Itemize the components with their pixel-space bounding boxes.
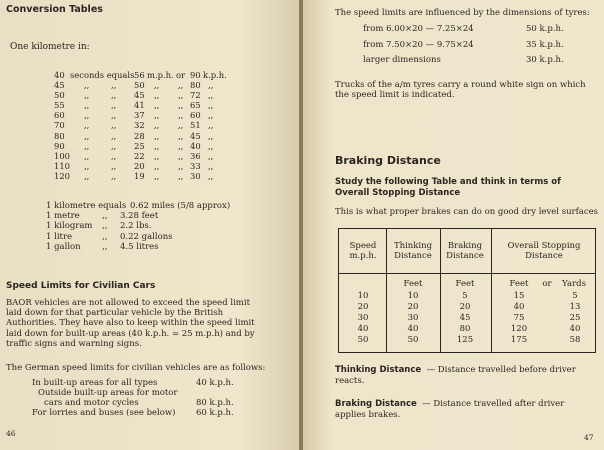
page-number-left: 46 bbox=[6, 429, 16, 438]
ditto-mark: ,, bbox=[154, 170, 160, 181]
tyres-intro: The speed limits are influenced by the dimensions of tyres: bbox=[335, 8, 590, 18]
overall-yards-cell: 13 bbox=[569, 302, 581, 312]
ditto-mark: ,, bbox=[208, 160, 214, 171]
speed-header-line2: m.p.h. bbox=[349, 251, 377, 261]
braking-cell: 20 bbox=[459, 302, 471, 312]
german-limit-label: In built-up areas for all types bbox=[32, 378, 158, 388]
ditto-mark: ,, bbox=[154, 90, 160, 101]
tyre-row bbox=[363, 40, 583, 56]
kilometre-intro: One kilometre in: bbox=[10, 42, 90, 52]
seconds-value: 90 bbox=[54, 140, 65, 151]
german-limits-list bbox=[32, 378, 242, 418]
thinking-distance-term: Thinking Distance bbox=[335, 365, 422, 375]
german-limit-label: For lorries and buses (see below) bbox=[32, 407, 176, 418]
speed-cell: 20 bbox=[357, 302, 369, 312]
kph-value: 80 bbox=[190, 80, 201, 91]
ditto-mark: ,, bbox=[84, 80, 90, 91]
german-limit-label: Outside built-up areas for motor bbox=[38, 387, 178, 398]
seconds-value: 60 bbox=[54, 110, 65, 121]
braking-distance-title: Braking Distance bbox=[335, 154, 441, 167]
seconds-value: 80 bbox=[54, 130, 65, 141]
study-line: Overall Stopping Distance bbox=[335, 188, 461, 198]
unit-value: 0.62 miles (5/8 approx) bbox=[130, 201, 231, 211]
braking-cell: 5 bbox=[462, 291, 468, 301]
ditto-mark: ,, bbox=[102, 211, 108, 222]
table-header-divider bbox=[339, 273, 595, 274]
ditto-mark: ,, bbox=[154, 130, 160, 141]
seconds-value: 50 bbox=[54, 90, 65, 101]
unit-name: 1 litre bbox=[46, 231, 73, 242]
baor-line: traffic signs and warning signs. bbox=[6, 338, 142, 349]
german-limit-label: cars and motor cycles bbox=[44, 397, 139, 408]
seconds-value: 100 bbox=[54, 150, 70, 161]
proper-brakes-note: This is what proper brakes can do on good dry level surfaces bbox=[335, 207, 598, 217]
ditto-mark: ,, bbox=[154, 110, 160, 121]
mph-value: 20 bbox=[134, 160, 145, 171]
braking-cell: 125 bbox=[456, 335, 474, 345]
study-heading bbox=[335, 177, 561, 199]
kph-value: 65 bbox=[190, 100, 201, 111]
unit-value: 0.22 gallons bbox=[120, 231, 173, 242]
overall-yards-unit: Yards bbox=[562, 279, 586, 289]
braking-distance-text2: applies brakes. bbox=[335, 409, 401, 420]
ditto-mark: ,, bbox=[208, 150, 214, 161]
ditto-mark: ,, bbox=[154, 120, 160, 131]
kph-value: 40 bbox=[190, 140, 201, 151]
mph-value: 56 bbox=[134, 70, 145, 80]
thinking-distance-text: — Distance travelled before driver bbox=[426, 365, 576, 375]
ditto-mark: ,, bbox=[84, 120, 90, 131]
ditto-mark: ,, bbox=[178, 170, 184, 181]
tyre-row bbox=[363, 55, 583, 71]
tyre-row bbox=[363, 24, 583, 40]
kph-value: 36 bbox=[190, 150, 201, 161]
kph-unit: k.p.h. bbox=[203, 70, 227, 80]
tyre-limits-list bbox=[363, 24, 583, 71]
german-limit-value: 40 k.p.h. bbox=[196, 378, 234, 388]
unit-value: 4.5 litres bbox=[120, 241, 159, 252]
thinking-header-line2: Distance bbox=[394, 251, 432, 261]
german-limit-value: 60 k.p.h. bbox=[196, 407, 234, 418]
baor-line: laid down for built-up areas (40 k.p.h. = 25 m.p.h) and by bbox=[6, 328, 255, 339]
mph-value: 28 bbox=[134, 130, 145, 141]
page-number-right: 47 bbox=[584, 433, 594, 442]
tyre-value: 50 k.p.h. bbox=[526, 24, 564, 34]
ditto-mark: ,, bbox=[111, 100, 117, 111]
kph-value: 60 bbox=[190, 110, 201, 121]
speed-limits-title: Speed Limits for Civilian Cars bbox=[6, 281, 156, 291]
seconds-equals-label: seconds equals bbox=[70, 70, 135, 80]
unit-name: 1 metre bbox=[46, 211, 80, 222]
overall-yards-cell: 5 bbox=[572, 291, 578, 301]
overall-feet-unit: Feet bbox=[509, 279, 529, 289]
kph-value: 90 bbox=[190, 70, 201, 80]
ditto-mark: ,, bbox=[178, 130, 184, 141]
ditto-mark: ,, bbox=[111, 120, 117, 131]
ditto-mark: ,, bbox=[102, 241, 108, 252]
mph-value: 25 bbox=[134, 140, 145, 151]
ditto-mark: ,, bbox=[84, 160, 90, 171]
mph-value: 50 bbox=[134, 80, 145, 91]
ditto-mark: ,, bbox=[84, 170, 90, 181]
speed-cell: 30 bbox=[357, 313, 369, 323]
ditto-mark: ,, bbox=[84, 130, 90, 141]
mph-value: 37 bbox=[134, 110, 145, 121]
ditto-mark: ,, bbox=[154, 100, 160, 111]
kph-value: 30 bbox=[190, 170, 201, 181]
braking-unit: Feet bbox=[455, 279, 475, 289]
study-line: Study the following Table and think in terms of bbox=[335, 177, 561, 187]
ditto-mark: ,, bbox=[84, 90, 90, 101]
seconds-value: 55 bbox=[54, 100, 65, 111]
mph-unit: m.p.h. bbox=[147, 70, 174, 80]
ditto-mark: ,, bbox=[102, 231, 108, 242]
braking-distance-table bbox=[338, 228, 596, 353]
unit-name: 1 gallon bbox=[46, 241, 81, 252]
overall-feet-cell: 120 bbox=[510, 324, 528, 334]
ditto-mark: ,, bbox=[111, 110, 117, 121]
braking-distance-term: Braking Distance bbox=[335, 399, 417, 409]
unit-value: 3.28 feet bbox=[120, 211, 159, 222]
ditto-mark: ,, bbox=[154, 150, 160, 161]
ditto-mark: ,, bbox=[84, 140, 90, 151]
trucks-paragraph bbox=[335, 80, 586, 100]
german-limit-row bbox=[32, 388, 242, 398]
mph-value: 45 bbox=[134, 90, 145, 101]
speed-cell: 10 bbox=[357, 291, 369, 301]
ditto-mark: ,, bbox=[208, 130, 214, 141]
ditto-mark: ,, bbox=[178, 160, 184, 171]
ditto-mark: ,, bbox=[111, 130, 117, 141]
ditto-mark: ,, bbox=[178, 150, 184, 161]
ditto-mark: ,, bbox=[208, 120, 214, 131]
speed-cell: 50 bbox=[357, 335, 369, 345]
overall-feet-cell: 15 bbox=[513, 291, 525, 301]
thinking-unit: Feet bbox=[403, 279, 423, 289]
thinking-cell: 20 bbox=[407, 302, 419, 312]
braking-cell: 80 bbox=[459, 324, 471, 334]
mph-value: 32 bbox=[134, 120, 145, 131]
ditto-mark: ,, bbox=[154, 140, 160, 151]
braking-header-line2: Distance bbox=[446, 251, 484, 261]
baor-line: laid down for that particular vehicle by the British bbox=[6, 308, 224, 319]
trucks-line: Trucks of the a/m tyres carry a round white sign on which bbox=[335, 80, 586, 90]
overall-feet-cell: 40 bbox=[513, 302, 525, 312]
speed-header: Speed bbox=[349, 241, 377, 251]
or-label: or bbox=[542, 279, 552, 289]
braking-distance-definition bbox=[335, 399, 564, 420]
overall-feet-cell: 175 bbox=[510, 335, 528, 345]
kph-value: 45 bbox=[190, 130, 201, 141]
seconds-value: 70 bbox=[54, 120, 65, 131]
or-label: or bbox=[176, 70, 186, 80]
overall-yards-cell: 58 bbox=[569, 335, 581, 345]
thinking-distance-definition bbox=[335, 365, 576, 386]
ditto-mark: ,, bbox=[178, 110, 184, 121]
ditto-mark: ,, bbox=[111, 90, 117, 101]
thinking-cell: 30 bbox=[407, 313, 419, 323]
mph-value: 22 bbox=[134, 150, 145, 161]
ditto-mark: ,, bbox=[154, 80, 160, 91]
conversion-tables-title: Conversion Tables bbox=[6, 4, 103, 15]
ditto-mark: ,, bbox=[178, 140, 184, 151]
seconds-value: 120 bbox=[54, 170, 70, 181]
german-limit-value: 80 k.p.h. bbox=[196, 397, 234, 408]
unit-name: 1 kilometre equals bbox=[46, 201, 127, 211]
thinking-distance-text2: reacts. bbox=[335, 375, 365, 386]
ditto-mark: ,, bbox=[178, 80, 184, 91]
ditto-mark: ,, bbox=[111, 160, 117, 171]
ditto-mark: ,, bbox=[208, 110, 214, 121]
baor-paragraph bbox=[6, 298, 255, 349]
trucks-line: the speed limit is indicated. bbox=[335, 90, 455, 101]
ditto-mark: ,, bbox=[111, 170, 117, 181]
kph-value: 72 bbox=[190, 90, 201, 101]
german-limit-row bbox=[32, 408, 242, 418]
ditto-mark: ,, bbox=[208, 100, 214, 111]
seconds-value: 40 bbox=[54, 70, 65, 80]
overall-yards-cell: 25 bbox=[569, 313, 581, 323]
german-limit-row bbox=[32, 398, 242, 408]
ditto-mark: ,, bbox=[178, 90, 184, 101]
overall-yards-cell: 40 bbox=[569, 324, 581, 334]
braking-cell: 45 bbox=[459, 313, 471, 323]
german-limit-row bbox=[32, 378, 242, 388]
ditto-mark: ,, bbox=[178, 100, 184, 111]
overall-header-line2: Distance bbox=[525, 251, 563, 261]
mph-value: 19 bbox=[134, 170, 145, 181]
tyre-label: larger dimensions bbox=[363, 55, 441, 66]
ditto-mark: ,, bbox=[84, 150, 90, 161]
unit-value: 2.2 lbs. bbox=[120, 221, 152, 232]
seconds-value: 110 bbox=[54, 160, 70, 171]
ditto-mark: ,, bbox=[154, 160, 160, 171]
ditto-mark: ,, bbox=[208, 80, 214, 91]
tyre-value: 30 k.p.h. bbox=[526, 55, 564, 66]
overall-feet-cell: 75 bbox=[513, 313, 525, 323]
ditto-mark: ,, bbox=[84, 100, 90, 111]
ditto-mark: ,, bbox=[208, 170, 214, 181]
ditto-mark: ,, bbox=[102, 221, 108, 232]
seconds-value: 45 bbox=[54, 80, 65, 91]
braking-header: Braking bbox=[447, 241, 483, 251]
german-limits-intro: The German speed limits for civilian vehicles are as follows: bbox=[6, 363, 266, 373]
thinking-cell: 10 bbox=[407, 291, 419, 301]
tyre-value: 35 k.p.h. bbox=[526, 39, 564, 50]
ditto-mark: ,, bbox=[208, 140, 214, 151]
overall-header: Overall Stopping bbox=[507, 241, 581, 251]
ditto-mark: ,, bbox=[84, 110, 90, 121]
ditto-mark: ,, bbox=[111, 80, 117, 91]
tyre-label: from 7.50×20 — 9.75×24 bbox=[363, 39, 474, 50]
mph-value: 41 bbox=[134, 100, 145, 111]
unit-name: 1 kilogram bbox=[46, 221, 93, 232]
ditto-mark: ,, bbox=[178, 120, 184, 131]
ditto-mark: ,, bbox=[111, 140, 117, 151]
ditto-mark: ,, bbox=[111, 150, 117, 161]
tyre-label: from 6.00×20 — 7.25×24 bbox=[363, 24, 474, 34]
left-page bbox=[0, 0, 300, 450]
kph-value: 33 bbox=[190, 160, 201, 171]
thinking-cell: 40 bbox=[407, 324, 419, 334]
kph-value: 51 bbox=[190, 120, 201, 131]
thinking-cell: 50 bbox=[407, 335, 419, 345]
braking-distance-text: — Distance travelled after driver bbox=[422, 399, 565, 409]
ditto-mark: ,, bbox=[208, 90, 214, 101]
baor-line: BAOR vehicles are not allowed to exceed the speed limit bbox=[6, 298, 250, 308]
speed-cell: 40 bbox=[357, 324, 369, 334]
baor-line: Authorities. They have also to keep within the speed limit bbox=[6, 318, 255, 329]
thinking-header: Thinking bbox=[393, 241, 433, 251]
